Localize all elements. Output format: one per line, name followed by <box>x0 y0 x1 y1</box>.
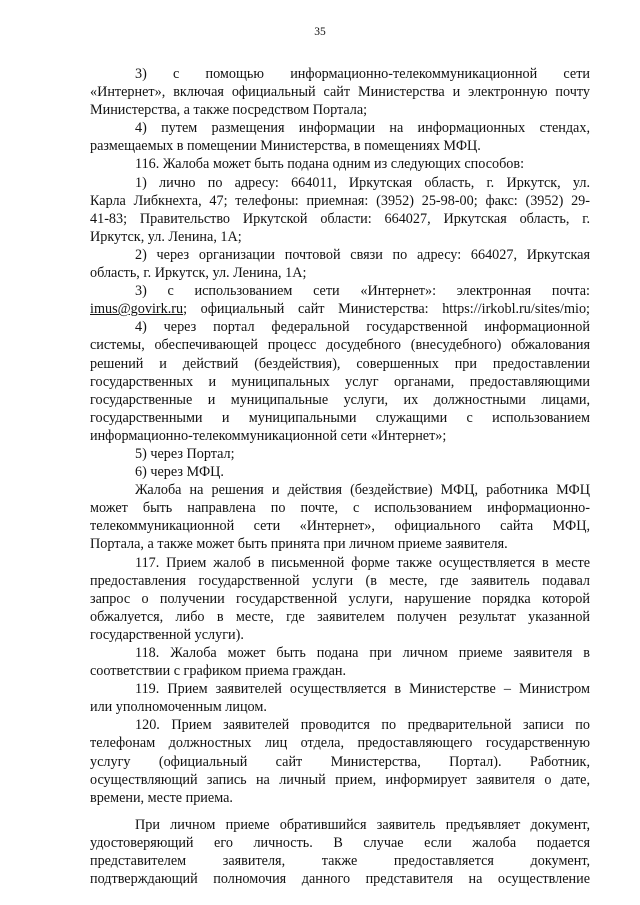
text-line: Карла Либкнехта, 47; телефоны: приемная: (3952) 25-98-00; факс: (3952) 29- <box>90 192 590 209</box>
text-line: imus@govirk.ru; официальный сайт Министерства: https://irkobl.ru/sites/mio; <box>90 301 590 318</box>
text-line: Иркутск, ул. Ленина, 1А; <box>90 228 242 245</box>
text-line: 4) через портал федеральной государственной информационной <box>135 319 590 336</box>
text-line: 120. Прием заявителей проводится по предварительной записи по <box>135 717 590 734</box>
document-body <box>90 65 590 888</box>
text-line: запрос о получении государственной услуги, нарушение порядка которой <box>90 590 590 607</box>
text-line: 4) путем размещения информации на информационных стендах, <box>135 120 590 137</box>
text-line: 1) лично по адресу: 664011, Иркутская область, г. Иркутск, ул. <box>135 174 590 191</box>
text-line: соответствии с графиком приема граждан. <box>90 663 347 680</box>
text-line: При личном приеме обратившийся заявитель предъявляет документ, <box>135 816 590 833</box>
email-link[interactable]: imus@govirk.ru <box>90 301 184 318</box>
text-line: системы, обеспечивающей процесс досудебного (внесудебного) обжалования <box>90 337 590 354</box>
text-line: 116. Жалоба может быть подана одним из следующих способов: <box>135 156 525 173</box>
text-line: 3) с использованием сети «Интернет»: электронная почта: <box>135 283 590 300</box>
text-line: осуществляющий запись на личный прием, информирует заявителя о дате, <box>90 771 590 788</box>
text-line: представителем заявителя, также предоставляется документ, <box>90 853 590 870</box>
text-line: 118. Жалоба может быть подана при личном приеме заявителя в <box>135 645 590 661</box>
text-line: государственной услуги). <box>90 626 244 643</box>
page-number: 35 <box>314 26 326 38</box>
text-line: обжалуется, либо в месте, где заявителем получен результат указанной <box>90 608 590 625</box>
text-line: 6) через МФЦ. <box>135 464 224 481</box>
text-line: 41-83; Правительство Иркутской области: 664027, Иркутская область, г. <box>90 210 590 227</box>
text-line: предоставления государственной услуги (в месте, где заявитель подавал <box>90 572 590 589</box>
text-line: или уполномоченным лицом. <box>90 699 267 716</box>
text-line: область, г. Иркутск, ул. Ленина, 1А; <box>90 265 307 282</box>
text-line: может быть направлена по почте, с использованием информационно- <box>90 500 590 517</box>
text-line: информационно-телекоммуникационной сети «Интернет»; <box>90 427 447 444</box>
text-line: решений и действий (бездействия), совершенных при предоставлении <box>90 355 590 372</box>
text-line: Жалоба на решения и действия (бездействие) МФЦ, работника МФЦ <box>135 482 590 499</box>
text-line: 119. Прием заявителей осуществляется в Министерстве – Министром <box>135 681 590 698</box>
text-line: услугу (официальный сайт Министерства, Портал). Работник, <box>90 753 590 770</box>
text-line: Министерства, а также посредством Портала; <box>90 102 368 119</box>
text-line: государственных и муниципальных услуг органами, предоставляющими <box>90 373 590 390</box>
text-line: времени, месте приема. <box>90 789 233 806</box>
text-line: телекоммуникационной сети «Интернет», официального сайта МФЦ, <box>90 518 590 535</box>
text-line: государственные и муниципальные услуги, их должностными лицами, <box>90 391 590 408</box>
text-line: 5) через Портал; <box>135 445 235 462</box>
text-line: удостоверяющий его личность. В случае если жалоба подается <box>90 834 590 851</box>
text-line: размещаемых в помещении Министерства, в помещениях МФЦ. <box>90 138 481 155</box>
text-line: 3) с помощью информационно-телекоммуникационной сети <box>135 66 590 82</box>
text-line: Портала, а также может быть принята при личном приеме заявителя. <box>90 536 508 553</box>
text-line: «Интернет», включая официальный сайт Министерства и электронную почту <box>90 84 590 101</box>
text-line: 117. Прием жалоб в письменной форме также осуществляется в месте <box>135 554 590 571</box>
text-line: телефонам должностных лиц отдела, предоставляющего государственную <box>90 735 590 752</box>
text-line: государственными и муниципальными служащими с использованием <box>90 409 590 426</box>
text-line: 2) через организации почтовой связи по адресу: 664027, Иркутская <box>135 246 590 263</box>
text-line: подтверждающий полномочия данного представителя на осуществление <box>90 871 590 888</box>
